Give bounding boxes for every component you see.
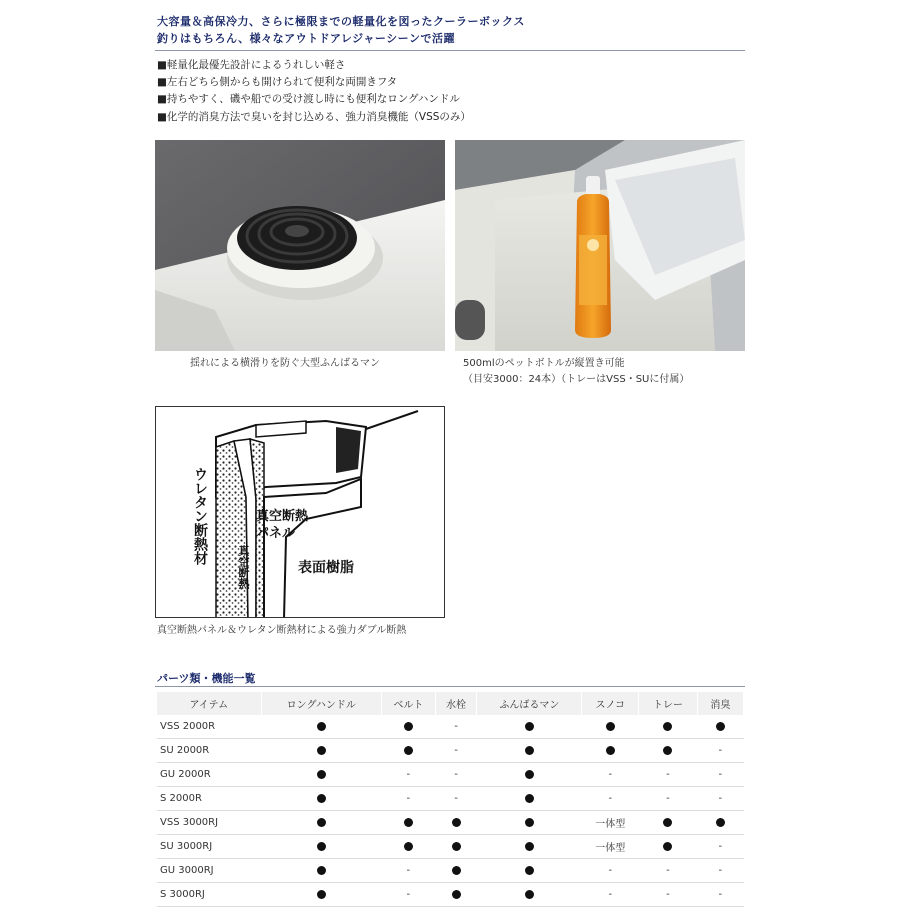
headline-line-2: 釣りはもちろん、様々なアウトドアレジャーシーンで活躍 xyxy=(157,32,455,45)
feature-cell: - xyxy=(697,739,743,763)
feature-cell: - xyxy=(697,835,743,859)
feature-cell: - xyxy=(381,859,435,883)
included-dot-icon xyxy=(525,818,534,827)
feature-cell xyxy=(381,835,435,859)
included-dot-icon xyxy=(317,722,326,731)
feature-cell xyxy=(639,835,698,859)
photo-right-caption-1: 500mlのペットボトルが縦置き可能 xyxy=(463,358,625,369)
parts-header-row xyxy=(157,692,744,715)
model-name: SU 2000R xyxy=(157,739,261,763)
feature-cell: - xyxy=(381,883,435,907)
feature-cell: - xyxy=(435,739,477,763)
feature-cell xyxy=(435,811,477,835)
table-row xyxy=(157,883,744,907)
feature-cell xyxy=(697,715,743,739)
included-dot-icon xyxy=(452,842,461,851)
included-dot-icon xyxy=(663,722,672,731)
included-dot-icon xyxy=(663,818,672,827)
feature-cell: 一体型 xyxy=(582,835,639,859)
included-dot-icon xyxy=(606,722,615,731)
feature-cell: - xyxy=(381,763,435,787)
feature-cell xyxy=(477,763,582,787)
feature-item: ■左右どちら側からも開けられて便利な両開きフタ xyxy=(157,76,398,89)
included-dot-icon xyxy=(317,794,326,803)
feature-cell xyxy=(477,787,582,811)
included-dot-icon xyxy=(525,794,534,803)
col-funbaru-man: ふんばるマン xyxy=(477,692,582,715)
table-row xyxy=(157,811,744,835)
feature-item: ■軽量化最優先設計によるうれしい軽さ xyxy=(157,59,346,71)
model-name: GU 2000R xyxy=(157,763,261,787)
feature-cell xyxy=(381,715,435,739)
included-dot-icon xyxy=(525,890,534,899)
included-dot-icon xyxy=(525,842,534,851)
table-row xyxy=(157,835,744,859)
included-dot-icon xyxy=(716,722,725,731)
feature-cell xyxy=(639,811,698,835)
included-dot-icon xyxy=(404,722,413,731)
feature-cell xyxy=(477,883,582,907)
included-dot-icon xyxy=(452,818,461,827)
included-dot-icon xyxy=(317,890,326,899)
included-dot-icon xyxy=(663,842,672,851)
feature-cell xyxy=(261,715,381,739)
feature-cell xyxy=(435,883,477,907)
feature-cell xyxy=(381,811,435,835)
included-dot-icon xyxy=(404,842,413,851)
parts-table xyxy=(157,692,744,907)
feature-cell: - xyxy=(639,883,698,907)
label-vacuum-panel-line-2: パネル xyxy=(256,526,296,541)
feature-cell xyxy=(435,835,477,859)
insulation-diagram xyxy=(155,406,445,618)
col-tray: トレー xyxy=(639,692,698,715)
feature-item: ■持ちやすく、磯や船での受け渡し時にも便利なロングハンドル xyxy=(157,93,460,106)
feature-cell xyxy=(697,811,743,835)
included-dot-icon xyxy=(452,866,461,875)
included-dot-icon xyxy=(317,842,326,851)
model-name: GU 3000RJ xyxy=(157,859,261,883)
feature-cell: - xyxy=(697,763,743,787)
included-dot-icon xyxy=(606,746,615,755)
feature-cell xyxy=(435,859,477,883)
feature-cell xyxy=(477,835,582,859)
col-item: アイテム xyxy=(157,692,261,715)
label-vacuum-panel-line-1: 真空断熱 xyxy=(256,509,309,524)
col-deodorize: 消臭 xyxy=(697,692,743,715)
col-drain: 水栓 xyxy=(435,692,477,715)
feature-cell xyxy=(639,715,698,739)
feature-cell xyxy=(582,715,639,739)
headline-line-1: 大容量＆高保冷力、さらに極限までの軽量化を図ったクーラーボックス xyxy=(157,15,525,28)
included-dot-icon xyxy=(663,746,672,755)
model-name: VSS 2000R xyxy=(157,715,261,739)
included-dot-icon xyxy=(404,746,413,755)
photo-bottle-in-cooler xyxy=(455,140,745,351)
feature-cell xyxy=(261,763,381,787)
feature-cell xyxy=(477,811,582,835)
included-dot-icon xyxy=(525,770,534,779)
feature-cell: - xyxy=(697,883,743,907)
feature-cell: - xyxy=(639,787,698,811)
table-row xyxy=(157,859,744,883)
included-dot-icon xyxy=(525,866,534,875)
included-dot-icon xyxy=(404,818,413,827)
label-vacuum-strip: 真空断熱 xyxy=(237,545,250,589)
feature-cell: 一体型 xyxy=(582,811,639,835)
headline xyxy=(157,13,747,47)
model-name: SU 3000RJ xyxy=(157,835,261,859)
model-name: S 3000RJ xyxy=(157,883,261,907)
included-dot-icon xyxy=(317,818,326,827)
col-long-handle: ロングハンドル xyxy=(261,692,381,715)
included-dot-icon xyxy=(317,770,326,779)
feature-list xyxy=(157,57,747,126)
feature-cell xyxy=(477,859,582,883)
included-dot-icon xyxy=(317,746,326,755)
col-belt: ベルト xyxy=(381,692,435,715)
photo-right-caption-2: （目安3000：24本）（トレーはVSS・SUに付属） xyxy=(463,374,690,385)
diagram-caption: 真空断熱パネル＆ウレタン断熱材による強力ダブル断熱 xyxy=(157,625,407,636)
table-row xyxy=(157,787,744,811)
feature-cell xyxy=(261,859,381,883)
included-dot-icon xyxy=(452,890,461,899)
feature-cell xyxy=(582,739,639,763)
parts-divider xyxy=(155,686,745,687)
feature-cell xyxy=(261,739,381,763)
feature-cell xyxy=(261,883,381,907)
included-dot-icon xyxy=(525,722,534,731)
col-sunoko: スノコ xyxy=(582,692,639,715)
feature-cell xyxy=(477,715,582,739)
feature-cell: - xyxy=(435,763,477,787)
feature-cell xyxy=(381,739,435,763)
feature-cell: - xyxy=(582,763,639,787)
photo-funbaru-man xyxy=(155,140,445,351)
feature-cell xyxy=(639,739,698,763)
feature-cell: - xyxy=(435,787,477,811)
table-row xyxy=(157,739,744,763)
feature-cell: - xyxy=(582,787,639,811)
feature-cell xyxy=(261,835,381,859)
model-name: VSS 3000RJ xyxy=(157,811,261,835)
feature-cell: - xyxy=(381,787,435,811)
table-row xyxy=(157,763,744,787)
feature-cell: - xyxy=(435,715,477,739)
feature-cell: - xyxy=(582,859,639,883)
headline-divider xyxy=(155,50,745,51)
included-dot-icon xyxy=(525,746,534,755)
parts-section-title: パーツ類・機能一覧 xyxy=(157,672,256,685)
label-urethane: ウレタン断熱材 xyxy=(192,467,208,565)
feature-cell xyxy=(477,739,582,763)
feature-cell: - xyxy=(639,859,698,883)
feature-cell xyxy=(261,811,381,835)
photo-left-caption: 揺れによる横滑りを防ぐ大型ふんばるマン xyxy=(190,358,380,369)
feature-cell: - xyxy=(697,859,743,883)
feature-cell: - xyxy=(697,787,743,811)
included-dot-icon xyxy=(317,866,326,875)
model-name: S 2000R xyxy=(157,787,261,811)
feature-cell: - xyxy=(582,883,639,907)
included-dot-icon xyxy=(716,818,725,827)
feature-cell xyxy=(261,787,381,811)
feature-item: ■化学的消臭方法で臭いを封じ込める、強力消臭機能（VSSのみ） xyxy=(157,110,471,123)
feature-cell: - xyxy=(639,763,698,787)
label-surface-resin: 表面樹脂 xyxy=(298,560,354,576)
table-row xyxy=(157,715,744,739)
